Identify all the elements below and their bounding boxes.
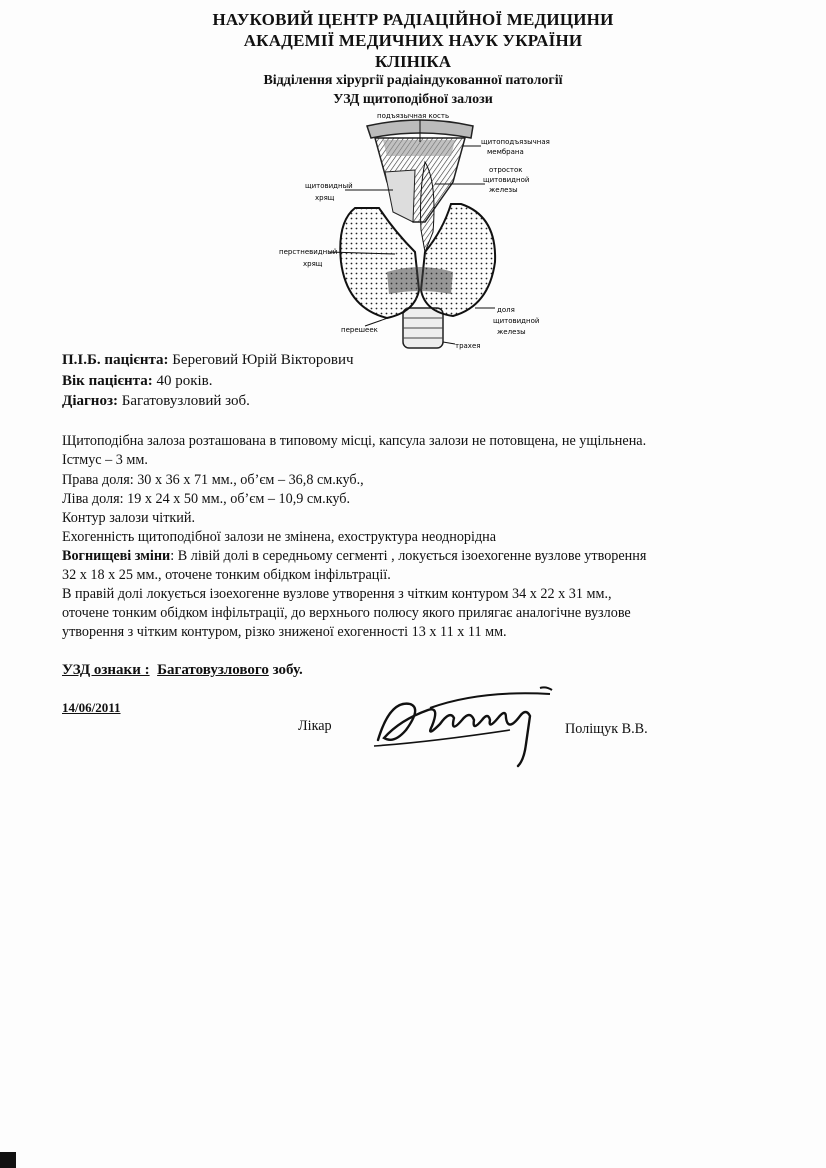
- report-date: 14/06/2011: [62, 700, 121, 715]
- conclusion-value-underlined: Багатовузлового: [157, 662, 269, 678]
- patient-age-label: Вік пацієнта:: [62, 373, 153, 389]
- finding-location: Щитоподібна залоза розташована в типовому місці, капсула залози не потовщена, не ущільнена.: [62, 433, 647, 449]
- header-department: Відділення хірургії радіаіндукованної патології: [263, 73, 563, 88]
- finding-echogenicity: Ехогенність щитоподібної залози не змінена, ехоструктура неоднорідна: [62, 529, 497, 545]
- finding-left-node-size: 32 х 18 х 25 мм., оточене тонким обідком інфільтрації.: [62, 567, 391, 583]
- label-isthmus: перешеек: [341, 326, 378, 334]
- doctor-label: Лікар: [298, 718, 332, 734]
- focal-changes-label: Вогнищеві зміни: [62, 548, 171, 564]
- finding-focal-row: [62, 548, 646, 565]
- diagnosis-label: Діагноз:: [62, 393, 118, 409]
- header-academy-name: АКАДЕМІЇ МЕДИЧНИХ НАУК УКРАЇНИ: [243, 31, 583, 50]
- patient-age-value: 40 років.: [156, 373, 213, 389]
- doctor-signature: [370, 680, 575, 770]
- thyroid-anatomy-illustration: [275, 112, 565, 352]
- diagnosis-value: Багатовузловий зоб.: [121, 393, 250, 409]
- patient-name-row: [62, 352, 354, 369]
- diagnosis-row: [62, 393, 250, 410]
- focal-changes-text: : В лівій долі в середньому сегменті , локується ізоехогенне вузлове утворення: [170, 548, 647, 564]
- finding-right-node-end: утворення з чітким контуром, різко зниженої ехогенності 13 х 11 х 11 мм.: [62, 624, 507, 640]
- conclusion-label: УЗД ознаки :: [62, 662, 150, 678]
- label-cartilage-2: хрящ: [315, 194, 335, 202]
- doctor-name: Поліщук В.В.: [565, 721, 648, 737]
- label-membrane-2: мембрана: [487, 148, 524, 156]
- header-clinic: КЛІНІКА: [374, 52, 452, 71]
- label-lobe-1: доля: [497, 306, 515, 314]
- label-cartilage-1: щитовидный: [305, 182, 353, 190]
- patient-name-label: П.І.Б. пацієнта:: [62, 352, 169, 368]
- finding-contour: Контур залози чіткий.: [62, 510, 196, 526]
- label-process-1: отросток: [489, 166, 523, 174]
- label-lobe-3: железы: [497, 328, 526, 336]
- finding-isthmus: Істмус – 3 мм.: [62, 452, 148, 468]
- label-process-2: щитовидной: [483, 176, 530, 184]
- header-center-name: НАУКОВИЙ ЦЕНТР РАДІАЦІЙНОЇ МЕДИЦИНИ: [212, 10, 614, 29]
- label-hyoid: подъязычная кость: [377, 112, 450, 120]
- finding-right-lobe: Права доля: 30 х 36 х 71 мм., об’єм – 36,8 см.куб.,: [62, 472, 364, 488]
- label-cricoid-2: хрящ: [303, 260, 323, 268]
- patient-age-row: [62, 373, 213, 390]
- finding-left-lobe: Ліва доля: 19 х 24 х 50 мм., об’єм – 10,9 см.куб.: [62, 491, 351, 507]
- label-lobe-2: щитовидной: [493, 317, 540, 325]
- conclusion-row: [62, 662, 303, 679]
- label-process-3: железы: [489, 186, 518, 194]
- conclusion-value-rest: зобу.: [268, 662, 303, 678]
- label-cricoid-1: перстневидный: [279, 248, 338, 256]
- label-trachea: трахея: [455, 342, 481, 350]
- finding-right-node-cont: оточене тонким обідком інфільтрації, до верхнього полюсу якого прилягає аналогічне вузлове: [62, 605, 631, 621]
- patient-name-value: Береговий Юрій Вікторович: [172, 352, 354, 368]
- report-title: УЗД щитоподібної залози: [333, 92, 493, 107]
- scan-corner-mark: [0, 1152, 16, 1168]
- label-membrane-1: щитоподъязычная: [481, 138, 550, 146]
- finding-right-node: В правій долі локується ізоехогенне вузлове утворення з чітким контуром 34 х 22 х 31 мм.,: [62, 586, 612, 602]
